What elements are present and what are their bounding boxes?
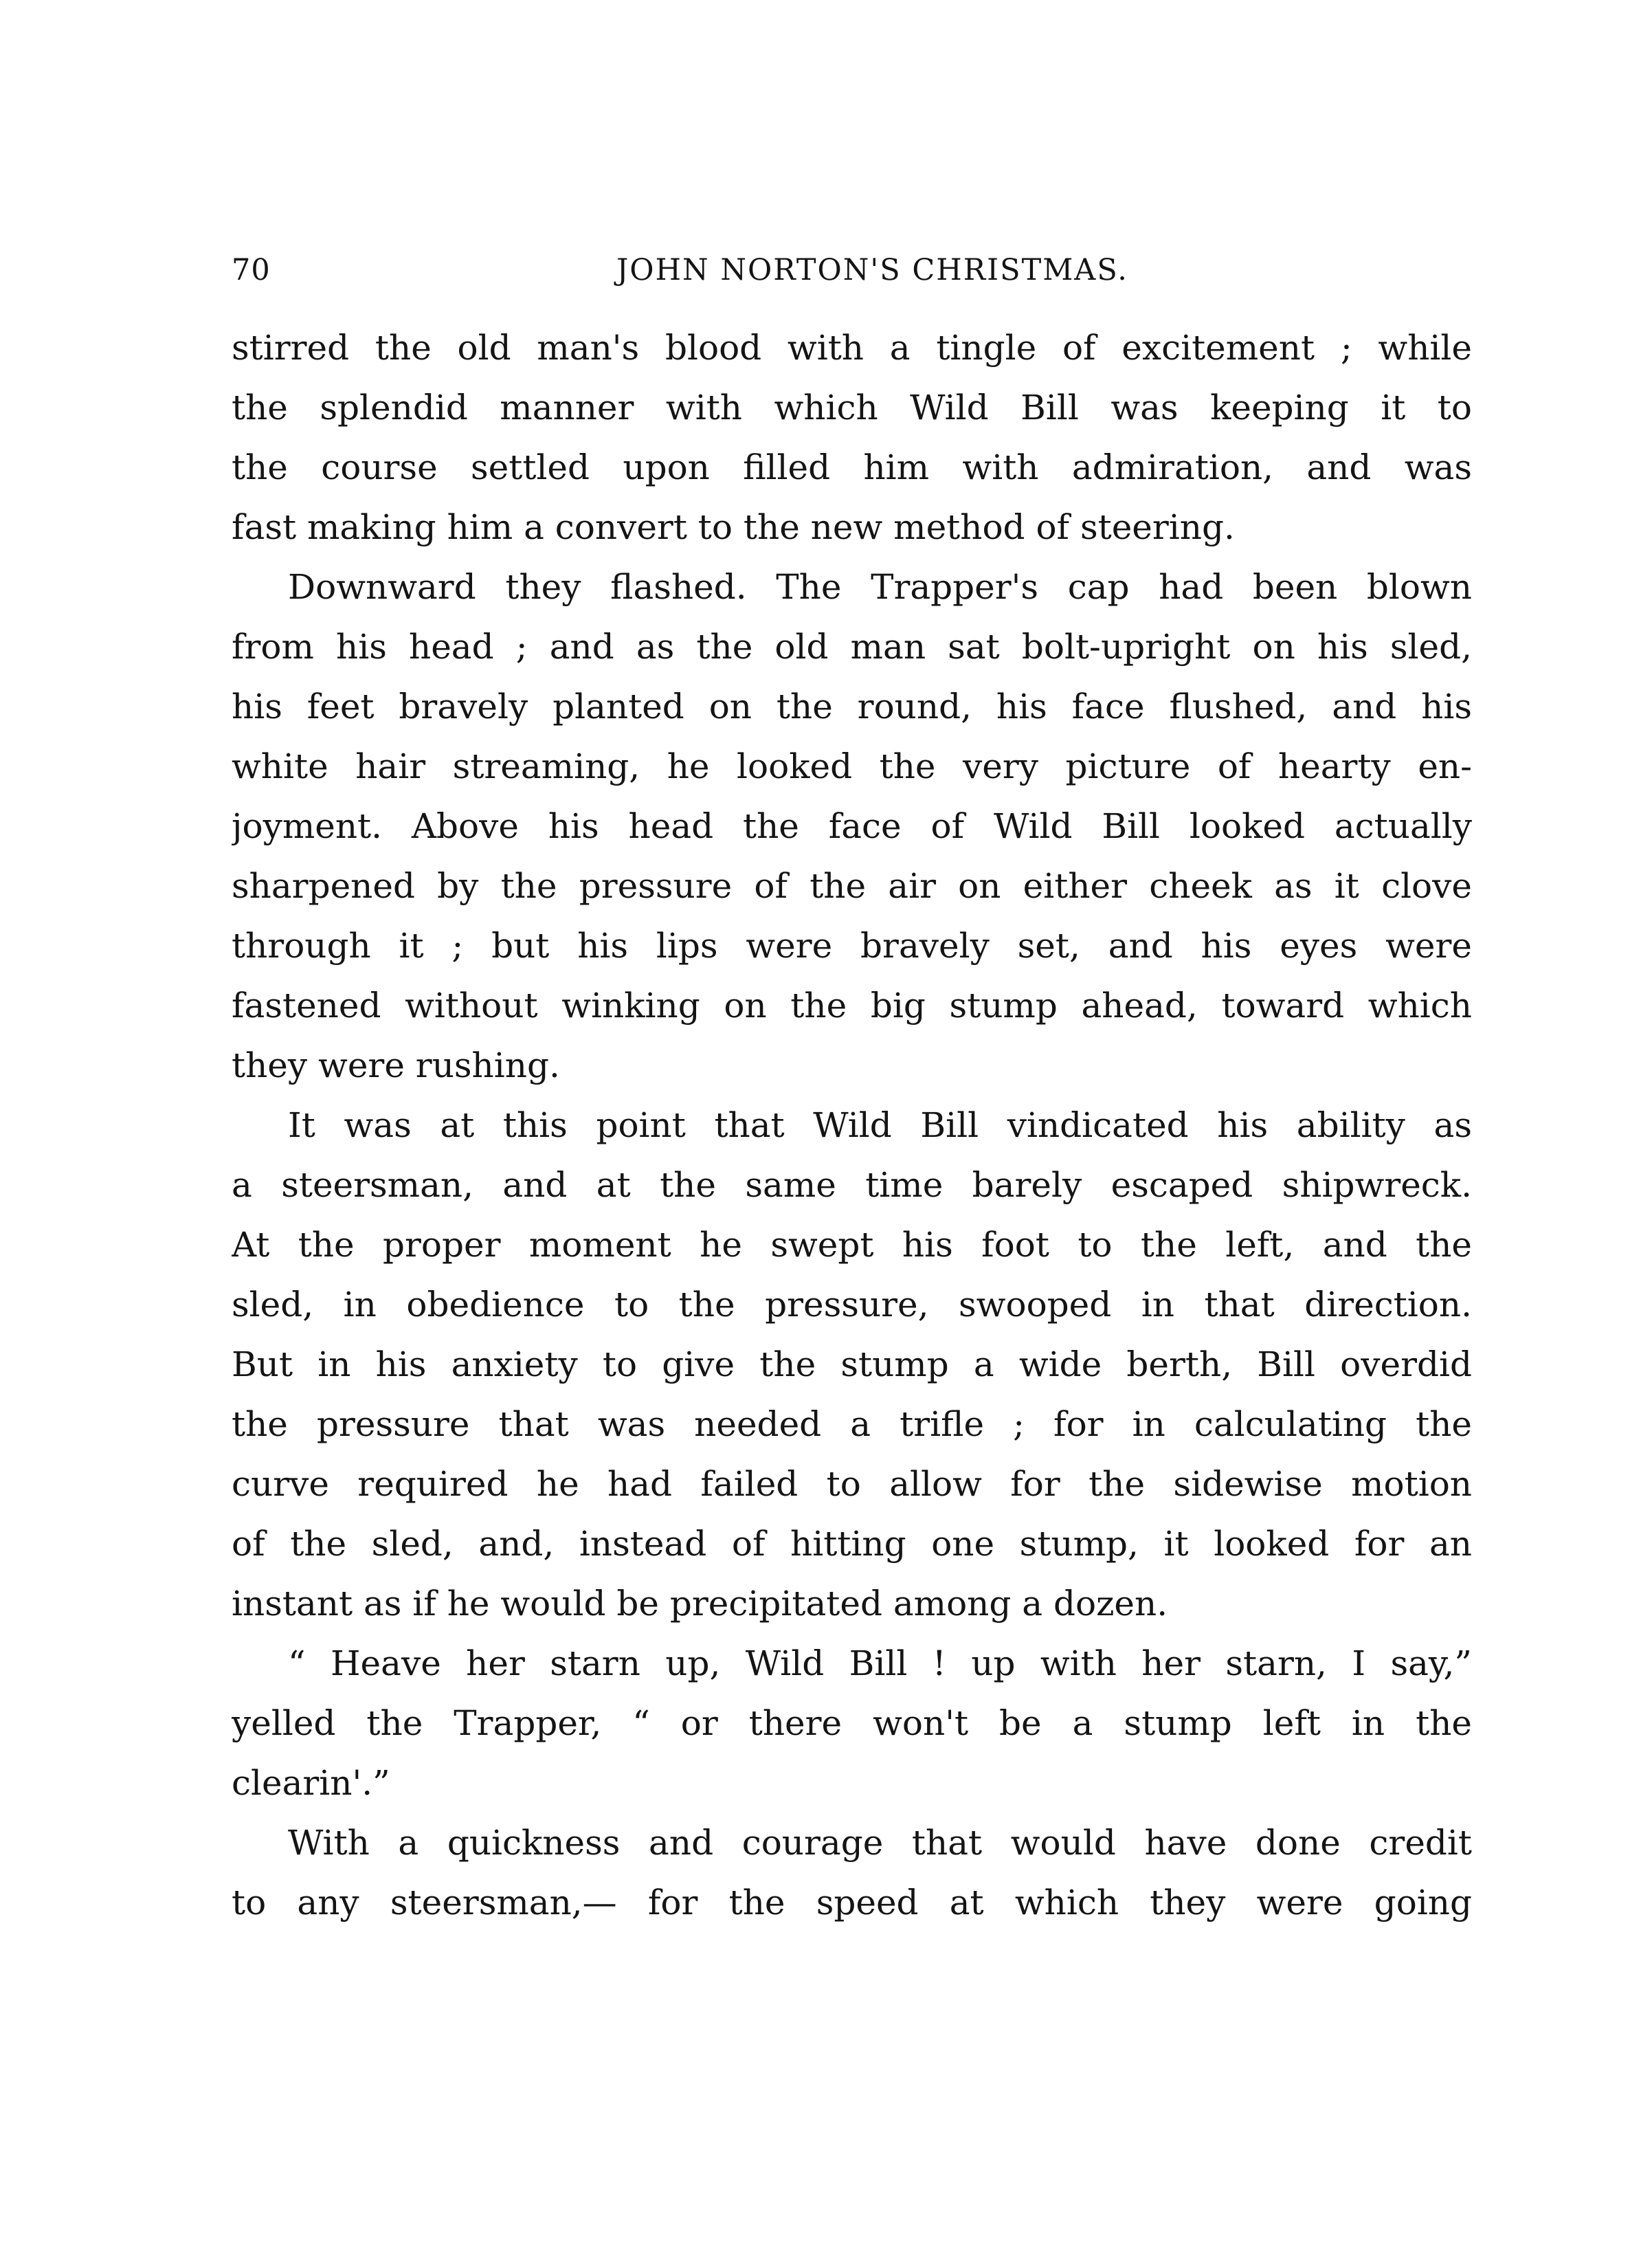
text-line: stirred the old man's blood with a tingle of excitement ; while <box>232 328 1472 368</box>
text-line: from his head ; and as the old man sat bolt-upright on his sled, <box>232 627 1472 667</box>
text-line: sharpened by the pressure of the air on either cheek as it clove <box>232 866 1472 906</box>
text-line: “ Heave her starn up, Wild Bill ! up with her starn, I say,” <box>288 1643 1472 1683</box>
text-line: With a quickness and courage that would have done credit <box>288 1823 1472 1863</box>
text-line: It was at this point that Wild Bill vindicated his ability as <box>288 1105 1472 1145</box>
text-line: a steersman, and at the same time barely escaped shipwreck. <box>232 1165 1472 1205</box>
text-line: joyment. Above his head the face of Wild Bill looked actually <box>232 806 1472 846</box>
text-line: through it ; but his lips were bravely set, and his eyes were <box>232 926 1472 966</box>
paragraph <box>232 1096 1472 1634</box>
body-text <box>232 318 1472 1933</box>
paragraph <box>232 557 1472 1096</box>
text-line: fastened without winking on the big stump ahead, toward which <box>232 986 1472 1026</box>
text-line: sled, in obedience to the pressure, swooped in that direction. <box>232 1285 1472 1325</box>
text-line: At the proper moment he swept his foot to the left, and the <box>232 1225 1472 1265</box>
paragraph <box>232 1634 1472 1813</box>
text-line: Downward they flashed. The Trapper's cap had been blown <box>288 567 1472 607</box>
text-line: But in his anxiety to give the stump a wide berth, Bill overdid <box>232 1344 1472 1384</box>
text-line: they were rushing. <box>232 1045 560 1085</box>
text-line: of the sled, and, instead of hitting one stump, it looked for an <box>232 1524 1472 1564</box>
text-line: the course settled upon filled him with admiration, and was <box>232 447 1472 487</box>
text-line: to any steersman,— for the speed at which they were going <box>232 1883 1472 1923</box>
text-line: the pressure that was needed a trifle ; for in calculating the <box>232 1404 1472 1444</box>
text-line: yelled the Trapper, “ or there won't be a stump left in the <box>232 1703 1472 1743</box>
page-number: 70 <box>232 253 271 287</box>
text-line: instant as if he would be precipitated among a dozen. <box>232 1584 1168 1624</box>
text-line: curve required he had failed to allow for the sidewise motion <box>232 1464 1472 1504</box>
running-head <box>232 246 1472 294</box>
text-line: the splendid manner with which Wild Bill was keeping it to <box>232 388 1472 428</box>
paragraph <box>232 1813 1472 1933</box>
text-line: fast making him a convert to the new method of steering. <box>232 507 1235 547</box>
text-line: his feet bravely planted on the round, his face flushed, and his <box>232 687 1472 727</box>
text-line: clearin'.” <box>232 1763 390 1803</box>
running-title: JOHN NORTON'S CHRISTMAS. <box>616 253 1128 287</box>
text-line: white hair streaming, he looked the very picture of hearty en- <box>232 746 1472 786</box>
paragraph <box>232 318 1472 557</box>
